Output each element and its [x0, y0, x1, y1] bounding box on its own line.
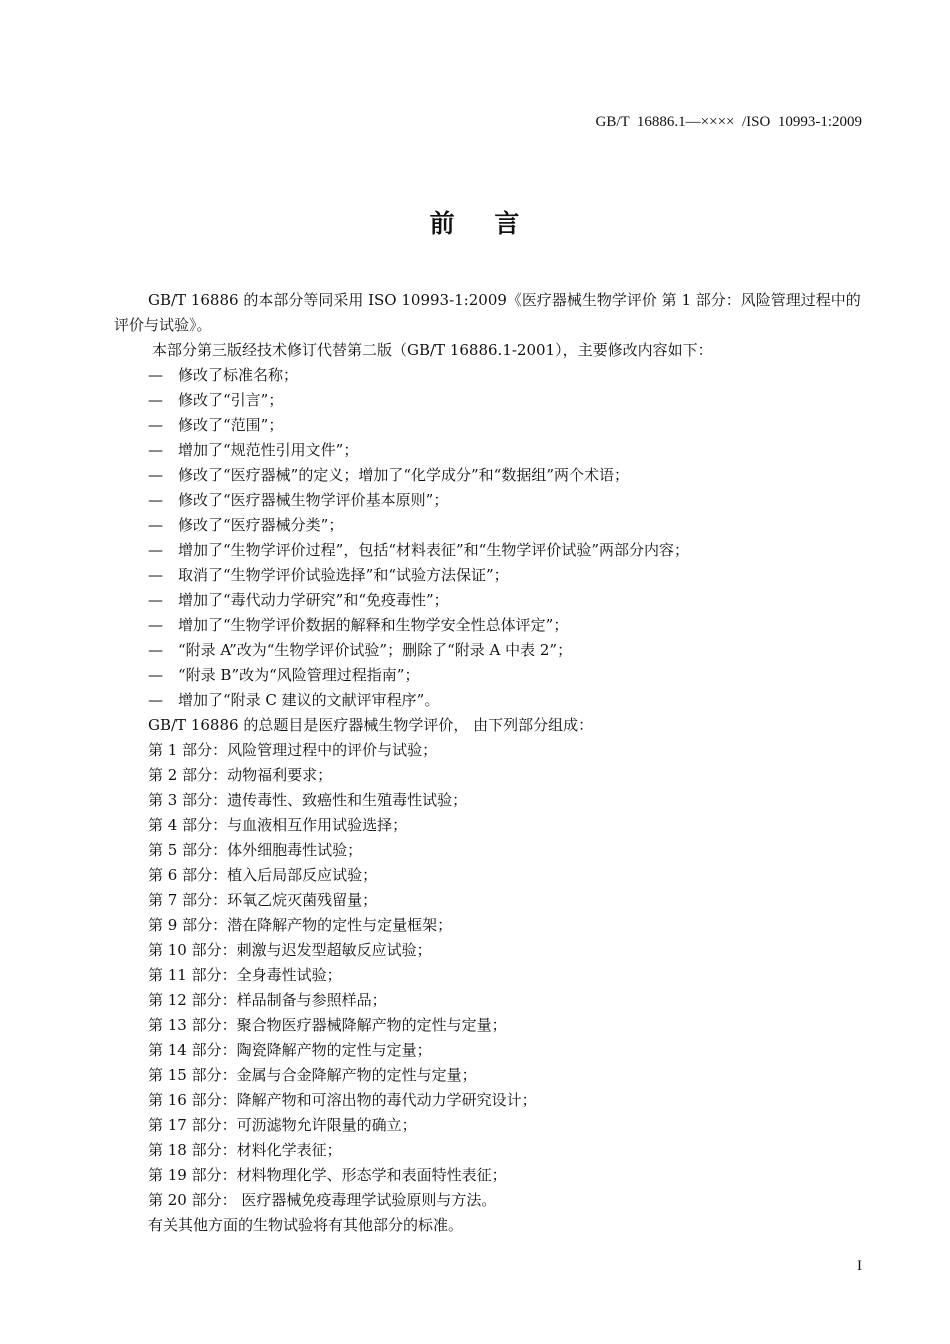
change-text: 修改了“医疗器械”的定义；增加了“化学成分”和“数据组”两个术语； [178, 466, 630, 484]
part-item: 第 17 部分：可沥滤物允许限量的确立； [148, 1116, 417, 1134]
change-item [114, 688, 866, 713]
change-item [114, 613, 866, 638]
change-item [114, 388, 866, 413]
part-item: 第 2 部分：动物福利要求； [148, 766, 333, 784]
dash-marker: — [148, 566, 163, 584]
page-title: 前 言 [429, 209, 521, 238]
change-item [114, 363, 866, 388]
part-item: 第 4 部分：与血液相互作用试验选择； [148, 816, 408, 834]
change-item [114, 588, 866, 613]
part-item: 第 6 部分：植入后局部反应试验； [148, 866, 378, 884]
dash-marker: — [148, 466, 163, 484]
part-item: 第 12 部分：样品制备与参照样品； [148, 991, 387, 1009]
part-item: 第 16 部分：降解产物和可溶出物的毒代动力学研究设计； [148, 1091, 537, 1109]
change-text: 增加了“生物学评价过程”，包括“材料表征”和“生物学评价试验”两部分内容； [178, 541, 690, 559]
change-item [114, 438, 866, 463]
part-item: 第 15 部分：金属与合金降解产物的定性与定量； [148, 1066, 477, 1084]
change-text: 增加了“毒代动力学研究”和“免疫毒性”； [178, 591, 449, 609]
part-item: 第 13 部分：聚合物医疗器械降解产物的定性与定量； [148, 1016, 507, 1034]
part-item: 第 20 部分： 医疗器械免疫毒理学试验原则与方法。 [148, 1191, 497, 1209]
change-text: 修改了“范围”； [178, 416, 284, 434]
revision-intro: 本部分第三版经技术修订代替第二版（GB/T 16886.1-2001），主要修改内容如下： [152, 341, 713, 359]
change-item [114, 463, 866, 488]
change-text: “附录 B”改为“风险管理过程指南”； [178, 666, 420, 684]
part-item: 第 3 部分：遗传毒性、致癌性和生殖毒性试验； [148, 791, 468, 809]
dash-marker: — [148, 416, 163, 434]
dash-marker: — [148, 441, 163, 459]
dash-marker: — [148, 516, 163, 534]
parts-list [114, 738, 866, 1213]
change-text: 增加了“附录 C 建议的文献评审程序”。 [178, 691, 440, 709]
dash-marker: — [148, 641, 163, 659]
part-item: 第 7 部分：环氧乙烷灭菌残留量； [148, 891, 378, 909]
change-text: 取消了“生物学评价试验选择”和“试验方法保证”； [178, 566, 509, 584]
parts-intro: GB/T 16886 的总题目是医疗器械生物学评价， 由下列部分组成： [148, 716, 594, 734]
part-item: 第 11 部分：全身毒性试验； [148, 966, 342, 984]
part-item: 第 14 部分：陶瓷降解产物的定性与定量； [148, 1041, 432, 1059]
foreword-body [114, 288, 866, 1238]
dash-marker: — [148, 366, 163, 384]
change-text: 修改了“医疗器械生物学评价基本原则”； [178, 491, 449, 509]
standard-code-header: GB/T 16886.1—×××× /ISO 10993-1:2009 [595, 114, 862, 130]
change-item [114, 663, 866, 688]
dash-marker: — [148, 666, 163, 684]
dash-marker: — [148, 391, 163, 409]
dash-marker: — [148, 691, 163, 709]
change-text: “附录 A”改为“生物学评价试验”；删除了“附录 A 中表 2”； [178, 641, 573, 659]
change-item [114, 413, 866, 438]
dash-marker: — [148, 616, 163, 634]
change-text: 增加了“生物学评价数据的解释和生物学安全性总体评定”； [178, 616, 569, 634]
dash-marker: — [148, 591, 163, 609]
page-number: I [857, 1258, 862, 1274]
part-item: 第 9 部分：潜在降解产物的定性与定量框架； [148, 916, 453, 934]
change-text: 修改了“医疗器械分类”； [178, 516, 344, 534]
part-item: 第 1 部分：风险管理过程中的评价与试验； [148, 741, 438, 759]
change-text: 修改了“引言”； [178, 391, 284, 409]
part-item: 第 18 部分：材料化学表征； [148, 1141, 342, 1159]
change-item [114, 538, 866, 563]
closing-paragraph: 有关其他方面的生物试验将有其他部分的标准。 [148, 1216, 464, 1234]
intro-paragraph: GB/T 16886 的本部分等同采用 ISO 10993-1:2009《医疗器械生物学评价 第 1 部分：风险管理过程中的评价与试验》。 [114, 291, 861, 334]
change-item [114, 638, 866, 663]
part-item: 第 19 部分：材料物理化学、形态学和表面特性表征； [148, 1166, 507, 1184]
dash-marker: — [148, 491, 163, 509]
part-item: 第 10 部分：刺激与迟发型超敏反应试验； [148, 941, 432, 959]
change-item [114, 563, 866, 588]
change-item [114, 513, 866, 538]
change-text: 增加了“规范性引用文件”； [178, 441, 359, 459]
change-item [114, 488, 866, 513]
part-item: 第 5 部分：体外细胞毒性试验； [148, 841, 363, 859]
dash-marker: — [148, 541, 163, 559]
changes-list [114, 363, 866, 713]
change-text: 修改了标准名称； [178, 366, 299, 384]
